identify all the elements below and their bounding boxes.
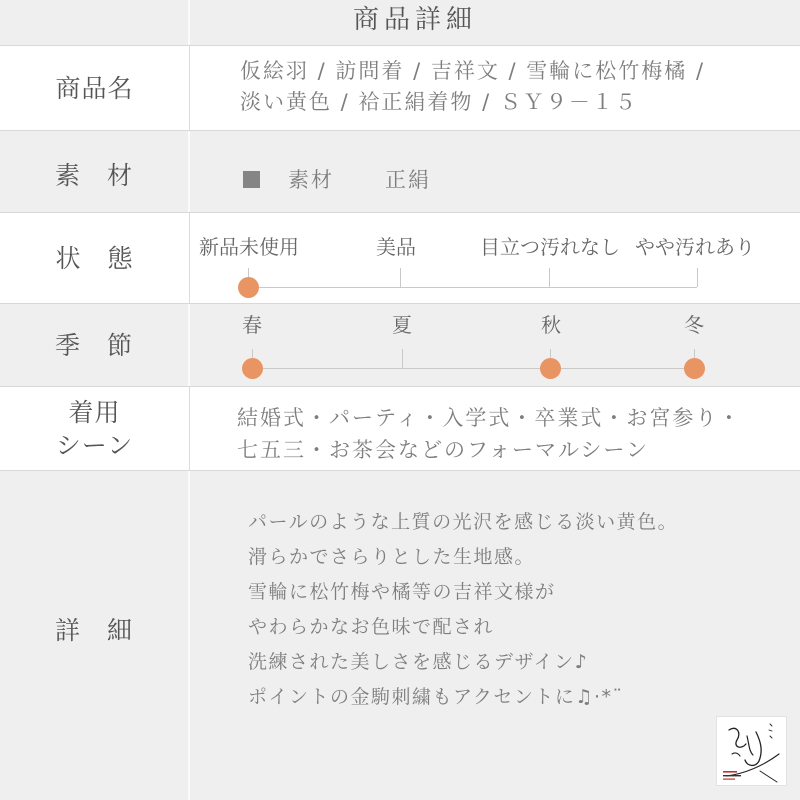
season-marker <box>540 358 561 379</box>
header-corner-cell <box>0 0 190 45</box>
condition-marker <box>238 277 259 298</box>
details-label: 詳 細 <box>0 471 190 800</box>
condition-scale-tick <box>697 268 698 287</box>
season-option-autumn: 秋 <box>541 313 561 337</box>
occasion-line: 七五三・お茶会などのフォーマルシーン <box>237 438 650 462</box>
square-bullet-icon <box>243 171 260 188</box>
material-label: 素 材 <box>0 131 190 212</box>
condition-scale-tick <box>400 268 401 287</box>
season-row <box>0 304 800 387</box>
details-line: 滑らかでさらりとした生地感。 <box>248 546 536 568</box>
material-row <box>0 131 800 213</box>
product-name-label: 商品名 <box>0 46 190 130</box>
condition-scale-tick <box>549 268 550 287</box>
shop-logo <box>716 716 787 786</box>
product-name-line: 淡い黄色 / 袷正絹着物 / ＳＹ９－１５ <box>240 90 638 114</box>
occasion-line: 結婚式・パーティ・入学式・卒業式・お宮参り・ <box>237 406 742 430</box>
product-name-text <box>240 56 705 118</box>
season-marker <box>684 358 705 379</box>
season-marker <box>242 358 263 379</box>
details-row <box>0 471 800 800</box>
occasion-label-line: 着用 <box>68 397 121 427</box>
condition-scale-line <box>248 287 697 288</box>
details-text <box>248 505 678 715</box>
product-name-line: 仮絵羽 / 訪問着 / 吉祥文 / 雪輪に松竹梅橘 / <box>240 59 706 83</box>
occasion-label <box>0 387 190 470</box>
season-option-spring: 春 <box>242 313 262 337</box>
details-line: やわらかなお色味で配され <box>248 616 495 638</box>
condition-label: 状 態 <box>0 213 190 303</box>
details-line: パールのような上質の光沢を感じる淡い黄色。 <box>248 511 679 533</box>
condition-option-no-visible-stains: 目立つ汚れなし <box>480 235 620 259</box>
material-value: 正絹 <box>385 168 431 192</box>
season-option-summer: 夏 <box>392 313 412 337</box>
table-title: 商品詳細 <box>353 5 478 35</box>
material-key: 素材 <box>288 168 334 192</box>
table-header <box>0 0 800 46</box>
occasion-label-line: シーン <box>55 430 134 460</box>
season-option-winter: 冬 <box>684 313 704 337</box>
occasion-row <box>0 387 800 471</box>
season-label: 季 節 <box>0 304 190 386</box>
details-line: ポイントの金駒刺繍もアクセントに♫·*¨ <box>248 686 624 708</box>
details-line: 雪輪に松竹梅や橘等の吉祥文様が <box>248 581 556 603</box>
condition-option-excellent: 美品 <box>376 235 416 259</box>
season-scale-tick <box>402 349 403 368</box>
occasion-text <box>237 402 741 466</box>
condition-option-new: 新品未使用 <box>199 235 299 259</box>
product-name-row <box>0 46 800 131</box>
season-scale-line <box>252 368 694 369</box>
condition-row <box>0 213 800 304</box>
details-line: 洗練された美しさを感じるデザイン♪ <box>248 651 589 673</box>
condition-option-slight-stains: やや汚れあり <box>635 235 755 259</box>
